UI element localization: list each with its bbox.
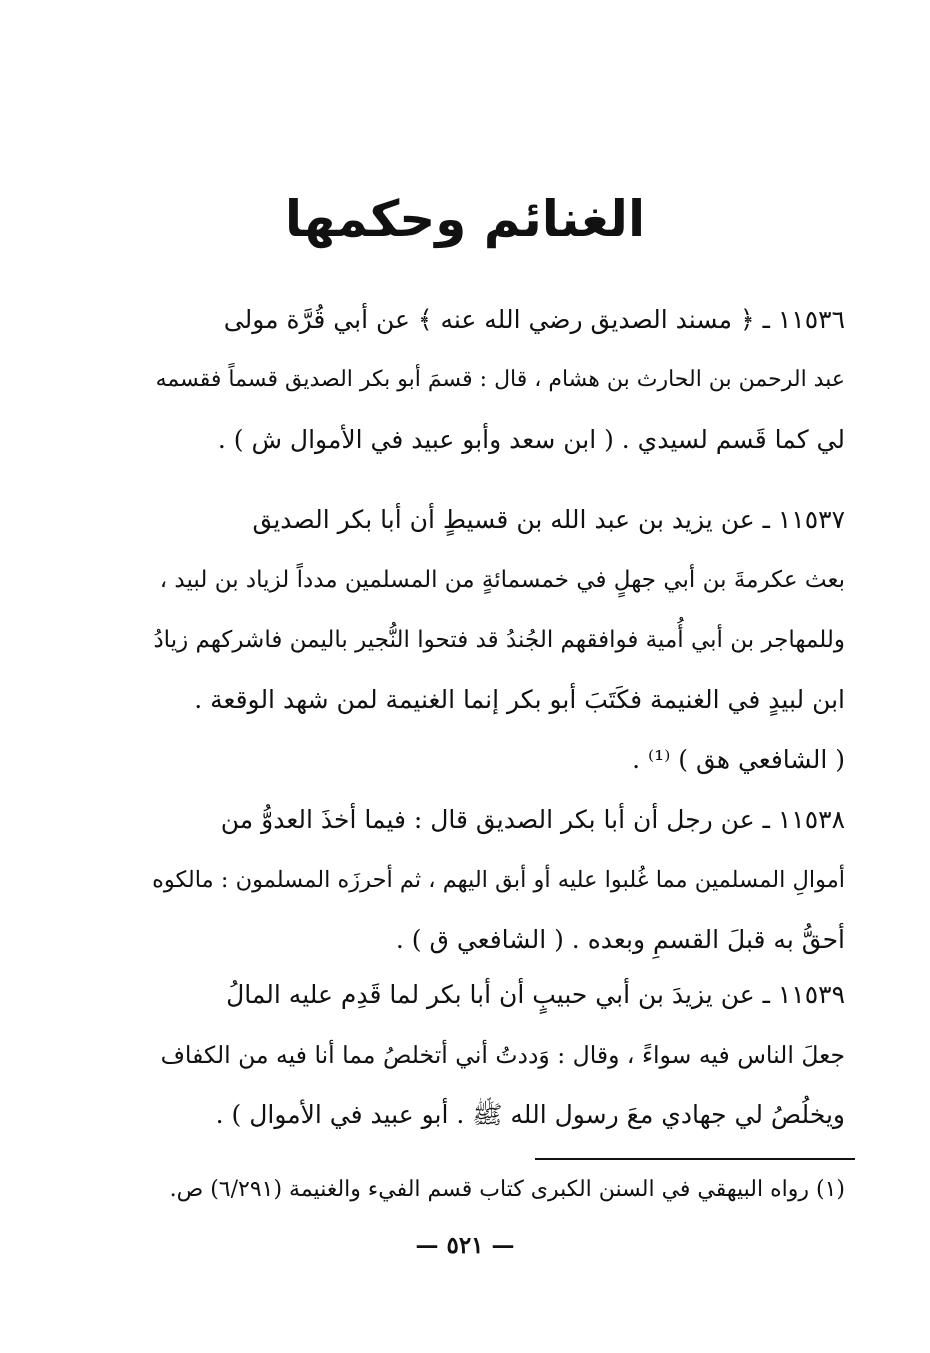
text-line: ابن لبيدٍ في الغنيمة فكَتَبَ أبو بكر إنما الغنيمة لمن شهد الوقعة .: [194, 685, 845, 714]
text-line: أموالِ المسلمين مما غُلبوا عليه أو أبق اليهم ، ثم أحرزَه المسلمون : مالكوه: [152, 867, 845, 893]
text-line: ١١٥٣٧ ـ عن يزيد بن عبد الله بن قسيطٍ أن أبا بكر الصديق: [252, 505, 845, 534]
entry-11539: [150, 965, 845, 1145]
entry-11537: [150, 490, 845, 790]
text-line: عبد الرحمن بن الحارث بن هشام ، قال : قسمَ أبو بكر الصديق قسماً فقسمه: [155, 367, 845, 392]
footnote: (١) رواه البيهقي في السنن الكبرى كتاب قسم الفيء والغنيمة (٦/٢٩١) ص.: [169, 1177, 845, 1202]
text-line: ١١٥٣٨ ـ عن رجل أن أبا بكر الصديق قال : فيما أخذَ العدوُّ من: [220, 805, 845, 834]
text-line: وللمهاجر بن أبي أُمية فوافقهم الجُندُ قد فتحوا النُّجير باليمن فاشركهم زيادُ: [153, 627, 845, 653]
page-number: — ٥٢١ —: [415, 1232, 515, 1259]
text-line: أحقُّ به قبلَ القسمِ وبعده . ( الشافعي ق ) .: [395, 925, 845, 954]
footnote-divider: [535, 1158, 855, 1160]
entry-11536: [150, 290, 845, 470]
text-line: ١١٥٣٩ ـ عن يزيدَ بن أبي حبيبٍ أن أبا بكر لما قَدِم عليه المالُ: [226, 980, 845, 1009]
text-line: ١١٥٣٦ ـ ﴿ مسند الصديق رضي الله عنه ﴾ عن أبي قُرَّة مولى: [223, 305, 845, 334]
entry-11538: [150, 790, 845, 970]
text-line: لي كما قَسم لسيدي . ( ابن سعد وأبو عبيد في الأموال ش ) .: [217, 425, 845, 454]
page-title: الغنائم وحكمها: [284, 190, 646, 248]
text-line: بعث عكرمةَ بن أبي جهلٍ في خمسمائةٍ من المسلمين مدداً لزياد بن لبيد ،: [159, 567, 845, 593]
text-line: جعلَ الناس فيه سواءً ، وقال : وَددتُ أني أتخلصُ مما أنا فيه من الكفاف: [160, 1041, 845, 1069]
text-line: ( الشافعي هق ) ⁽¹⁾ .: [632, 745, 845, 774]
text-line: ويخلُصُ لي جهادي معَ رسول الله ﷺ . أبو عبيد في الأموال ) .: [215, 1100, 845, 1129]
